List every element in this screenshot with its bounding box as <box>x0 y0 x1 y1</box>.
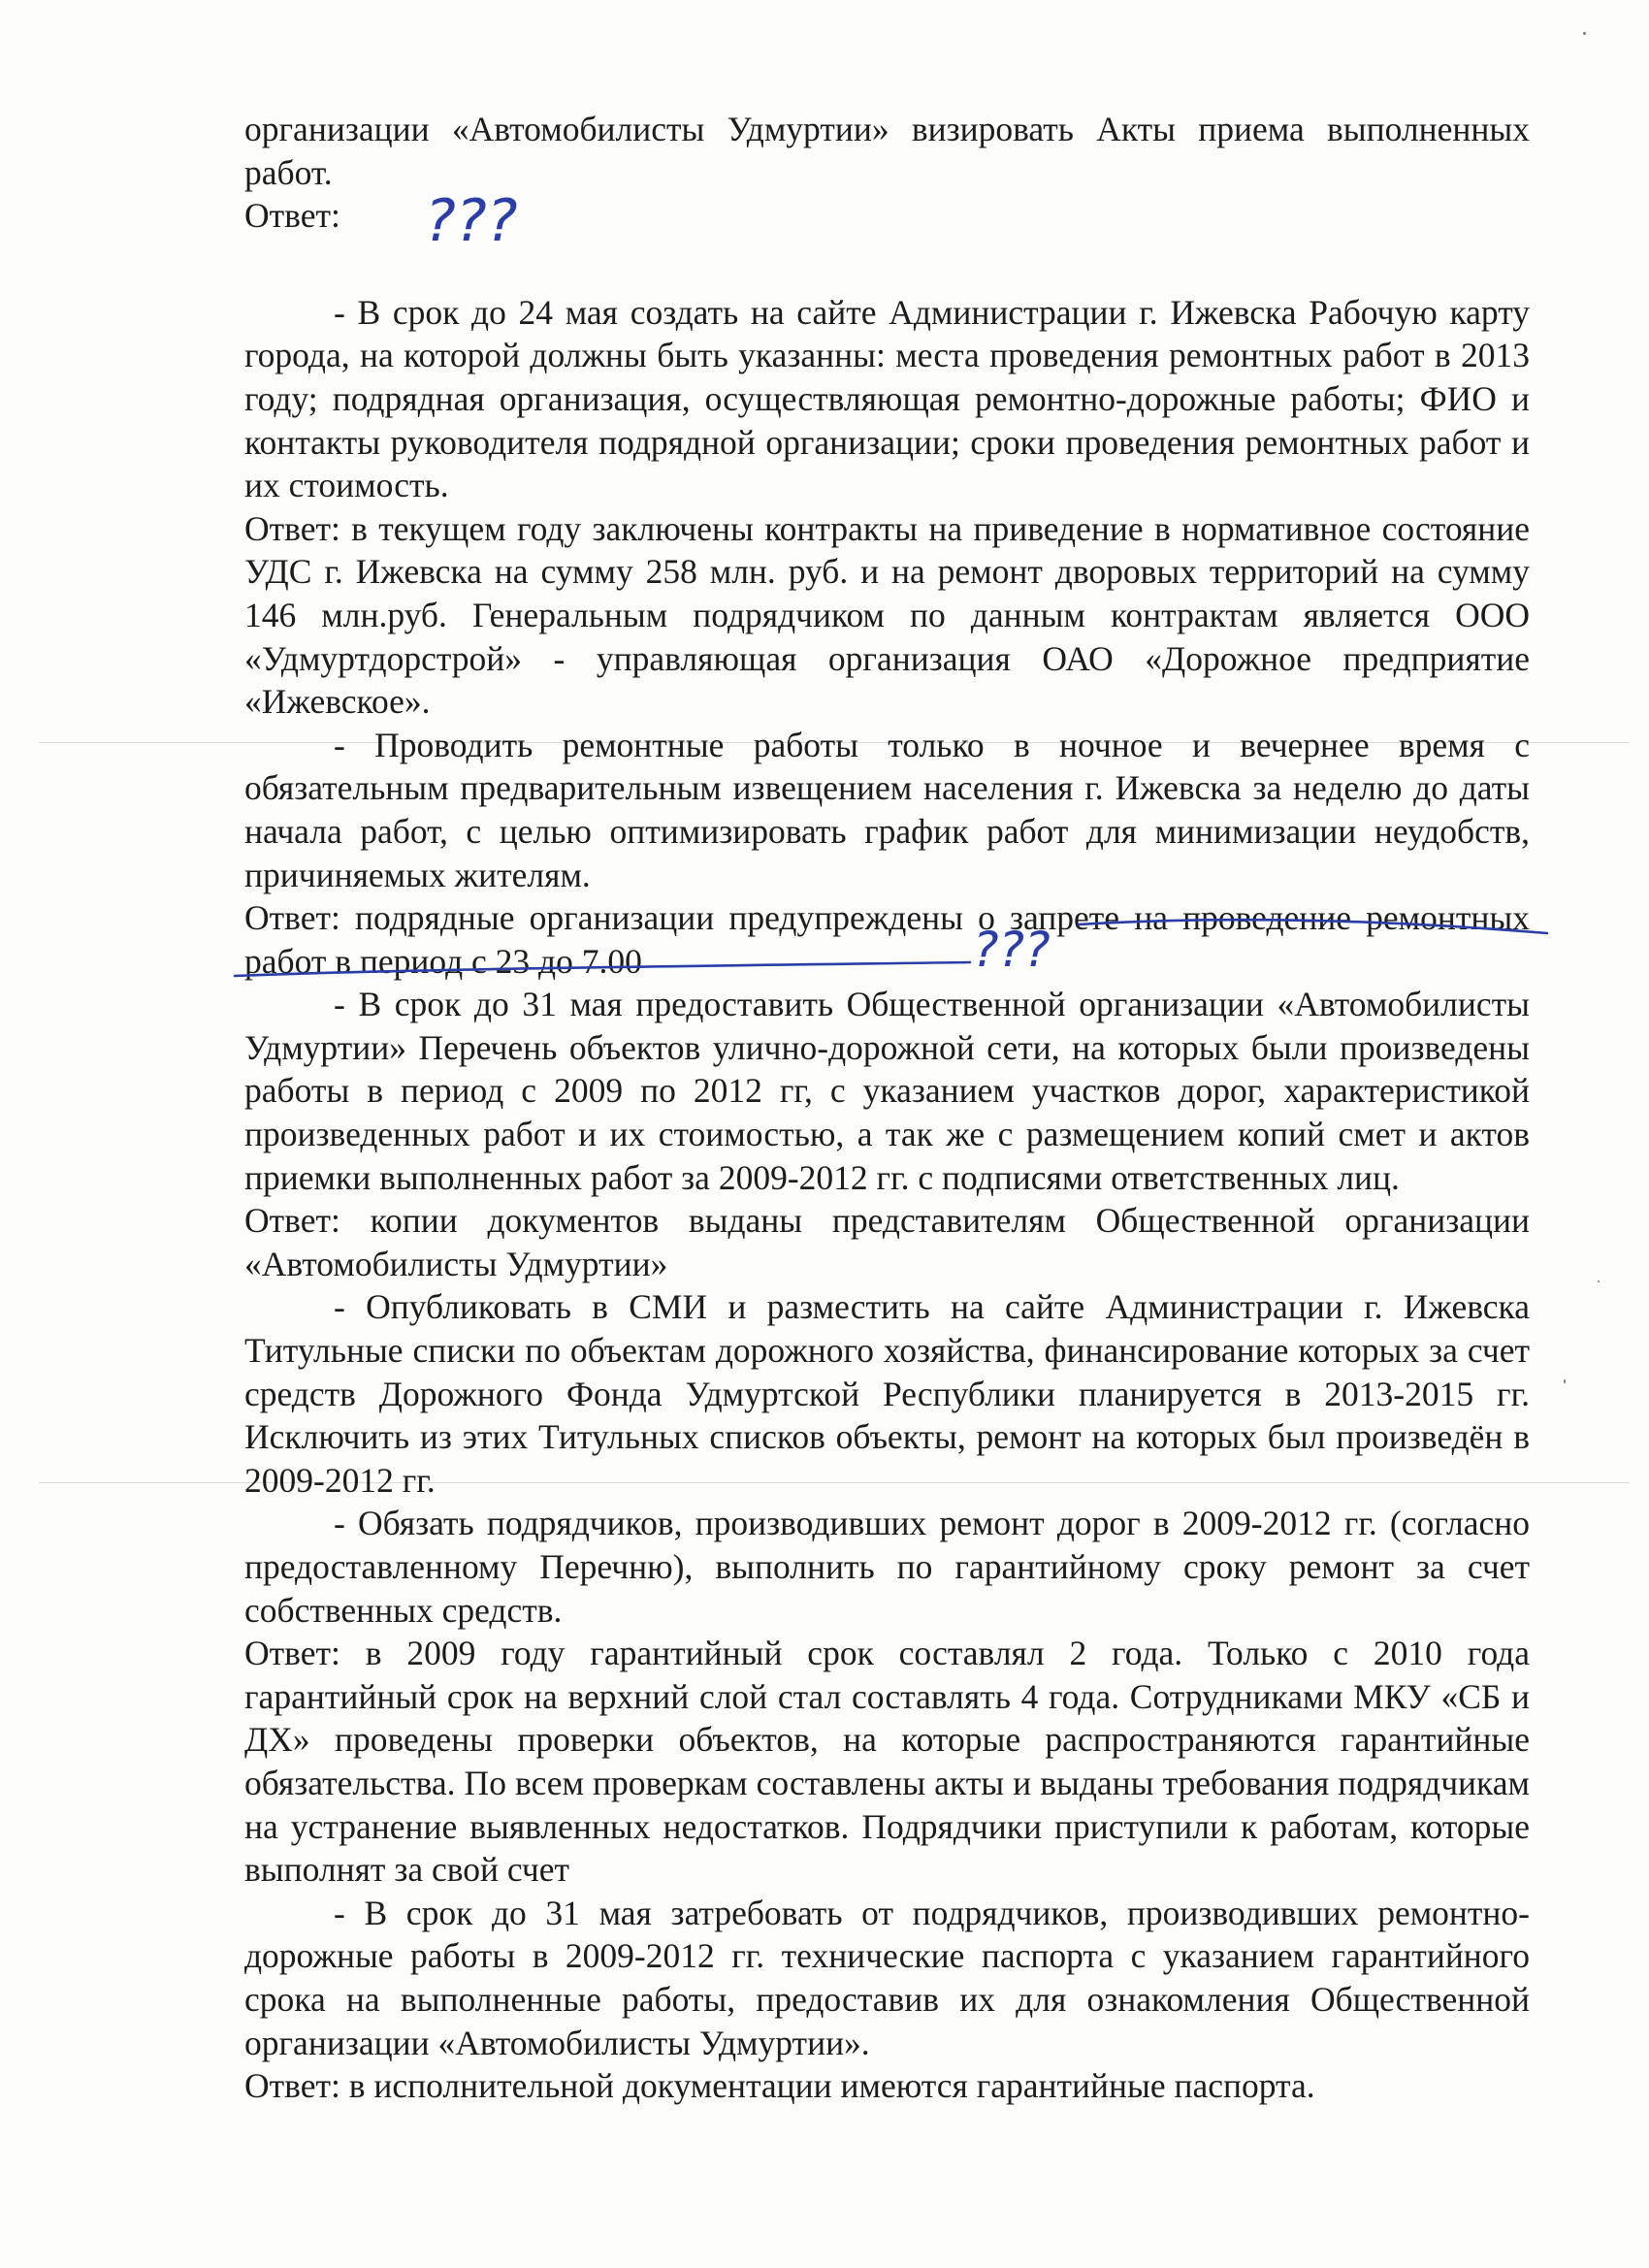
answer-2: Ответ: в текущем году заключены контракты на приведение в нормативное состояние УДС г. Ижевска на сумму 258 млн. руб. и на ремонт дворовых территорий на сумму 146 млн.руб. Генеральным подрядчиком по данным контрактам является ООО «Удмуртдорстрой» - управляющая организация ОАО «Дорожное предприятие «Ижевское». <box>244 508 1530 722</box>
scan-speck-3 <box>1598 1280 1600 1282</box>
answer-3: Ответ: подрядные организации предупреждены о запрете на проведение ремонтных работ в период с 23 до 7.00 <box>244 898 1530 981</box>
answer-1-label: Ответ: <box>244 196 340 236</box>
answer-7: Ответ: в исполнительной документации имеются гарантийные паспорта. <box>244 2066 1315 2106</box>
answer-4: Ответ: копии документов выданы представителям Общественной организации «Автомобилисты Удмуртии» <box>244 1201 1530 1283</box>
answer-6: Ответ: в 2009 году гарантийный срок составлял 2 года. Только с 2010 года гарантийный срок на верхний слой стал составлять 4 года. Сотрудниками МКУ «СБ и ДХ» проведены проверки объектов, на которые распространяются гарантийные обязательства. По всем проверкам составлены акты и выданы требования подрядчикам на устранение выявленных недостатков. Подрядчики приступили к работам, которые выполнят за свой счет <box>244 1634 1530 1890</box>
handwritten-mark-1: ??? <box>425 187 518 255</box>
paragraph-p6: - Обязать подрядчиков, производивших ремонт дорог в 2009-2012 гг. (согласно предоставленному Перечню), выполнить по гарантийному сроку ремонт за счет собственных средств. <box>244 1504 1530 1630</box>
paragraph-p7: - В срок до 31 мая затребовать от подрядчиков, производивших ремонтно-дорожные работы в 2009-2012 гг. технические паспорта с указанием гарантийного срока на выполненные работы, предоставив их для ознакомления Общественной организации «Автомобилисты Удмуртии». <box>244 1893 1530 2062</box>
handwritten-mark-2: ??? <box>973 922 1051 978</box>
paragraph-p4: - В срок до 31 мая предоставить Общественной организации «Автомобилисты Удмуртии» Перечень объектов улично-дорожной сети, на которых были произведены работы в период с 2009 по 2012 гг, с указанием участков дорог, характеристикой произведенных работ и их стоимостью, а так же с размещением копий смет и актов приемки выполненных работ за 2009-2012 гг. с подписями ответственных лиц. <box>244 985 1530 1197</box>
paragraph-p1: организации «Автомобилисты Удмуртии» визировать Акты приема выполненных работ. <box>244 110 1530 192</box>
paragraph-p2: - В срок до 24 мая создать на сайте Администрации г. Ижевска Рабочую карту города, на которой должны быть указанны: места проведения ремонтных работ в 2013 году; подрядная организация, осуществляющая ремонтно-дорожные работы; ФИО и контакты руководителя подрядной организации; сроки проведения ремонтных работ и их стоимость. <box>244 292 1530 505</box>
paragraph-p5: - Опубликовать в СМИ и разместить на сайте Администрации г. Ижевска Титульные списки по объектам дорожного хозяйства, финансирование которых за счет средств Дорожного Фонда Удмуртской Республики планируется в 2013-2015 гг. Исключить из этих Титульных списков объекты, ремонт на которых был произведён в 2009-2012 гг. <box>244 1287 1530 1500</box>
scan-speck-2 <box>1564 1379 1566 1383</box>
document-body <box>244 108 1530 2108</box>
scan-speck-1 <box>1583 32 1586 35</box>
paragraph-p3: - Проводить ремонтные работы только в ночное и вечернее время с обязательным предварительным извещением населения г. Ижевска за неделю до даты начала работ, с целью оптимизировать график работ для минимизации неудобств, причиняемых жителям. <box>244 725 1530 894</box>
